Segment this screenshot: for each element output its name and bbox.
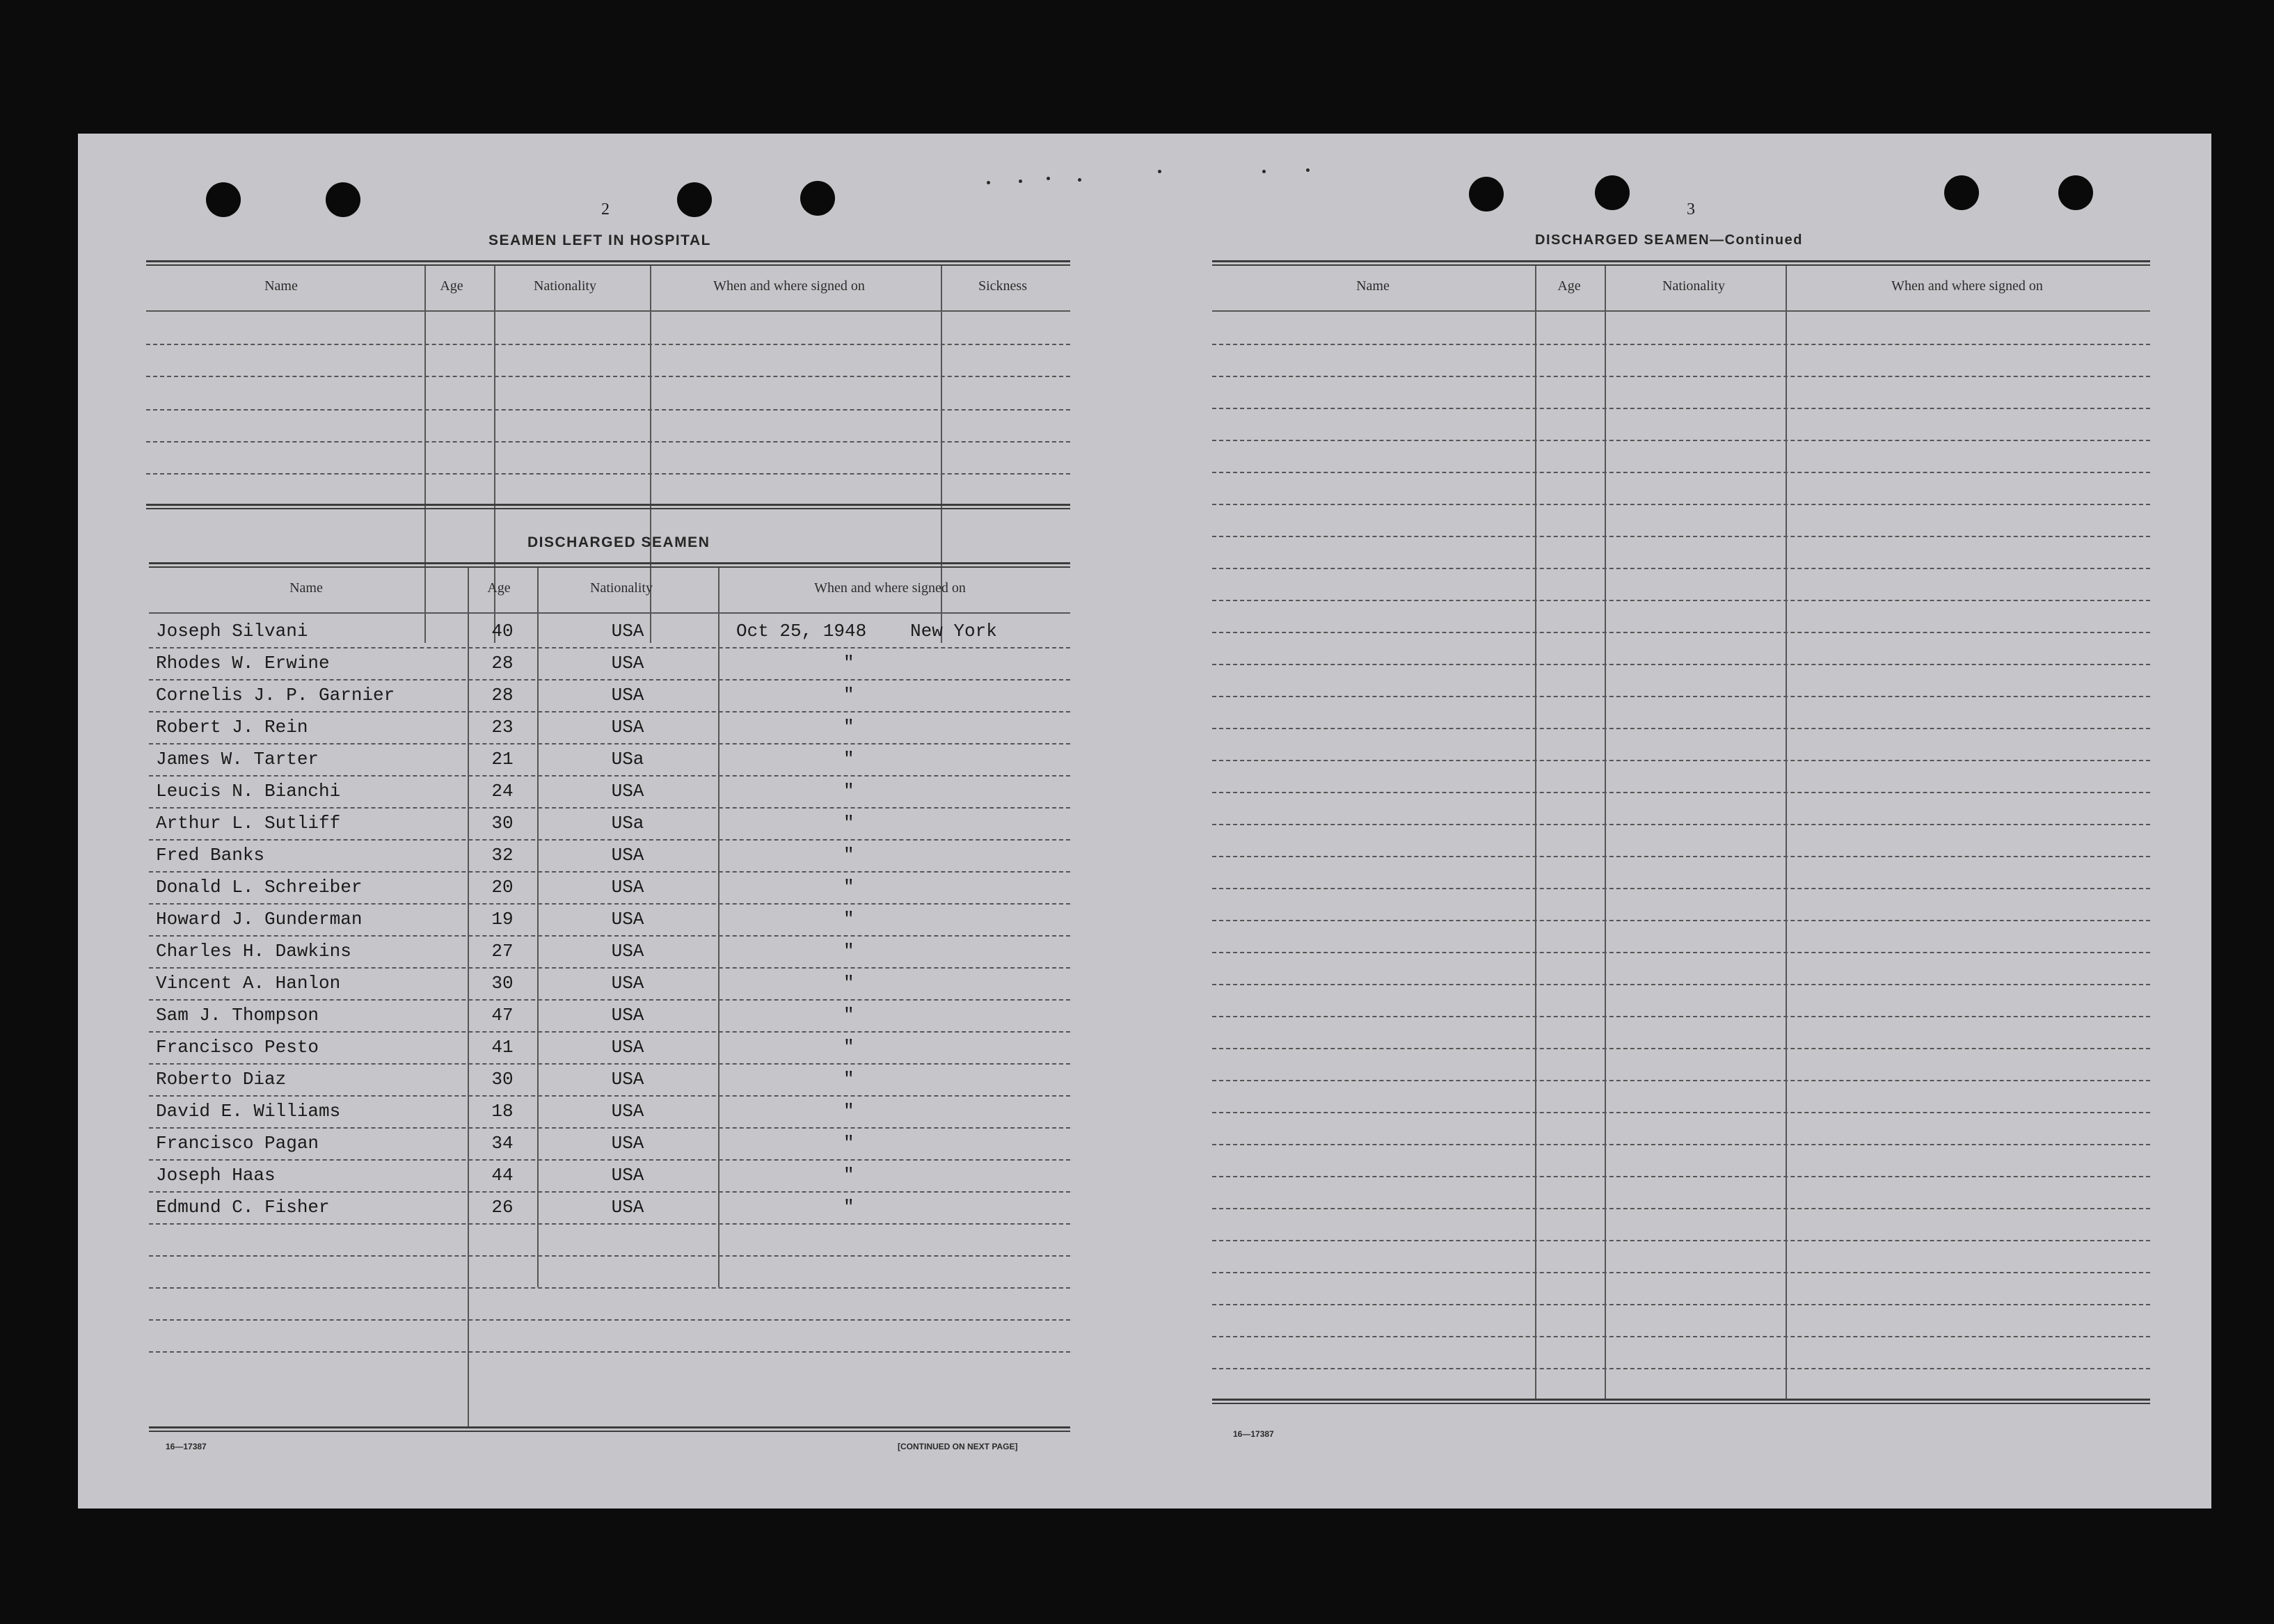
- right-top-rule: [1212, 260, 2150, 266]
- right-row-line: [1212, 600, 2150, 601]
- right-row-line: [1212, 664, 2150, 665]
- seaman-nationality: USA: [611, 941, 644, 962]
- hospital-section-title: SEAMEN LEFT IN HOSPITAL: [488, 232, 711, 248]
- table-row-line: [149, 1031, 1070, 1033]
- hospital-bottom-rule: [146, 504, 1070, 509]
- seaman-nationality: USA: [611, 1069, 644, 1090]
- discharged-section-title: DISCHARGED SEAMEN: [527, 534, 710, 550]
- hospital-header-rule: [146, 310, 1070, 312]
- seaman-name: Fred Banks: [156, 845, 265, 866]
- seaman-age: 23: [491, 717, 514, 738]
- table-row-line: [149, 999, 1070, 1001]
- seaman-age: 28: [491, 685, 514, 706]
- punch-hole: [326, 182, 360, 217]
- continued-note: [CONTINUED ON NEXT PAGE]: [898, 1442, 1018, 1451]
- right-row-line: [1212, 504, 2150, 505]
- seaman-name: Roberto Diaz: [156, 1069, 287, 1090]
- table-row-line: [149, 679, 1070, 680]
- right-row-line: [1212, 1016, 2150, 1017]
- right-row-line: [1212, 1080, 2150, 1081]
- right-row-line: [1212, 408, 2150, 409]
- punch-hole: [1944, 175, 1979, 210]
- seaman-signed-on: ": [843, 909, 854, 930]
- seaman-name: Arthur L. Sutliff: [156, 813, 341, 834]
- right-header-rule: [1212, 310, 2150, 312]
- right-row-line: [1212, 952, 2150, 953]
- right-row-line: [1212, 920, 2150, 921]
- seaman-signed-on: ": [843, 813, 854, 834]
- seaman-signed-on: ": [843, 717, 854, 738]
- table-row-line: [149, 1319, 1070, 1321]
- right-col-divider: [1605, 266, 1606, 1400]
- table-row-line: [149, 775, 1070, 777]
- seaman-signed-on: ": [843, 1005, 854, 1026]
- seaman-age: 28: [491, 653, 514, 674]
- right-row-line: [1212, 888, 2150, 889]
- table-row-line: [149, 1191, 1070, 1193]
- punch-hole: [800, 181, 835, 216]
- speck: [1078, 178, 1081, 182]
- hospital-row-line: [146, 376, 1070, 377]
- seaman-age: 20: [491, 877, 514, 898]
- right-row-line: [1212, 1272, 2150, 1273]
- seaman-name: David E. Williams: [156, 1101, 341, 1122]
- right-row-line: [1212, 568, 2150, 569]
- right-row-line: [1212, 632, 2150, 633]
- right-row-line: [1212, 1176, 2150, 1177]
- seaman-name: Francisco Pesto: [156, 1037, 319, 1058]
- seaman-nationality: USA: [611, 1005, 644, 1026]
- seaman-age: 30: [491, 973, 514, 994]
- punch-hole: [1469, 177, 1504, 212]
- seaman-name: Howard J. Gunderman: [156, 909, 363, 930]
- seaman-name: Joseph Silvani: [156, 621, 308, 642]
- table-row-line: [149, 647, 1070, 648]
- seaman-nationality: USA: [611, 717, 644, 738]
- right-row-line: [1212, 1112, 2150, 1113]
- seaman-nationality: USA: [611, 1165, 644, 1186]
- form-number-left: 16—17387: [166, 1442, 207, 1451]
- table-row-line: [149, 839, 1070, 841]
- seaman-age: 40: [491, 621, 514, 642]
- right-header-signed-on: When and where signed on: [1891, 278, 2043, 294]
- seaman-nationality: USA: [611, 1037, 644, 1058]
- seaman-nationality: USA: [611, 877, 644, 898]
- right-row-line: [1212, 728, 2150, 729]
- hospital-header-age: Age: [440, 278, 463, 294]
- seaman-age: 44: [491, 1165, 514, 1186]
- speck: [1262, 170, 1266, 173]
- right-col-divider: [1786, 266, 1787, 1400]
- seaman-nationality: USA: [611, 1197, 644, 1218]
- right-row-line: [1212, 1240, 2150, 1241]
- seaman-signed-on: ": [843, 685, 854, 706]
- seaman-signed-on: ": [843, 1133, 854, 1154]
- discharged-top-rule: [149, 562, 1070, 568]
- hospital-row-line: [146, 473, 1070, 475]
- seaman-age: 21: [491, 749, 514, 770]
- seaman-name: Charles H. Dawkins: [156, 941, 351, 962]
- seaman-name: Cornelis J. P. Garnier: [156, 685, 395, 706]
- seaman-name: Robert J. Rein: [156, 717, 308, 738]
- speck: [987, 181, 990, 184]
- page-number-left: 2: [601, 200, 610, 218]
- seaman-signed-on: ": [843, 1101, 854, 1122]
- speck: [1047, 177, 1050, 180]
- seaman-age: 27: [491, 941, 514, 962]
- hospital-row-line: [146, 409, 1070, 411]
- seaman-age: 34: [491, 1133, 514, 1154]
- seaman-name: Leucis N. Bianchi: [156, 781, 341, 802]
- hospital-header-sickness: Sickness: [978, 278, 1027, 294]
- right-bottom-rule: [1212, 1399, 2150, 1404]
- seaman-name: Vincent A. Hanlon: [156, 973, 341, 994]
- right-row-line: [1212, 1336, 2150, 1337]
- seaman-name: Joseph Haas: [156, 1165, 276, 1186]
- seaman-signed-on: ": [843, 781, 854, 802]
- seaman-nationality: USA: [611, 685, 644, 706]
- page-number-right: 3: [1687, 200, 1695, 218]
- discharged-col-divider: [718, 568, 719, 1287]
- seaman-signed-on: ": [843, 877, 854, 898]
- table-row-line: [149, 1127, 1070, 1129]
- seaman-age: 30: [491, 1069, 514, 1090]
- seaman-age: 19: [491, 909, 514, 930]
- discharged-bottom-rule: [149, 1426, 1070, 1432]
- seaman-signed-on: ": [843, 1069, 854, 1090]
- seaman-signed-on: ": [843, 749, 854, 770]
- seaman-nationality: USA: [611, 1101, 644, 1122]
- seaman-signed-on: ": [843, 1037, 854, 1058]
- table-row-line: [149, 1351, 1070, 1353]
- table-row-line: [149, 1255, 1070, 1257]
- seaman-name: Sam J. Thompson: [156, 1005, 319, 1026]
- seaman-name: Donald L. Schreiber: [156, 877, 363, 898]
- right-row-line: [1212, 824, 2150, 825]
- speck: [1158, 170, 1161, 173]
- table-row-line: [149, 1287, 1070, 1289]
- table-row-line: [149, 1095, 1070, 1097]
- discharged-header-age: Age: [487, 580, 511, 596]
- punch-hole: [2058, 175, 2093, 210]
- right-col-divider: [1535, 266, 1536, 1400]
- hospital-row-line: [146, 344, 1070, 345]
- form-number-right: 16—17387: [1233, 1429, 1274, 1439]
- table-row-line: [149, 1159, 1070, 1161]
- discharged-header-name: Name: [289, 580, 323, 596]
- seaman-age: 18: [491, 1101, 514, 1122]
- hospital-top-rule: [146, 260, 1070, 266]
- seaman-name: Edmund C. Fisher: [156, 1197, 330, 1218]
- right-row-line: [1212, 1048, 2150, 1049]
- right-header-nationality: Nationality: [1662, 278, 1725, 294]
- seaman-age: 26: [491, 1197, 514, 1218]
- punch-hole: [677, 182, 712, 217]
- seaman-name: James W. Tarter: [156, 749, 319, 770]
- seaman-nationality: USA: [611, 973, 644, 994]
- manifest-sheet: [78, 134, 2211, 1508]
- seaman-age: 24: [491, 781, 514, 802]
- continued-section-title: DISCHARGED SEAMEN—Continued: [1535, 232, 1803, 248]
- discharged-header-nationality: Nationality: [590, 580, 653, 596]
- seaman-nationality: USA: [611, 781, 644, 802]
- table-row-line: [149, 935, 1070, 937]
- table-row-line: [149, 1063, 1070, 1065]
- seaman-age: 30: [491, 813, 514, 834]
- table-row-line: [149, 967, 1070, 969]
- seaman-nationality: USa: [611, 813, 644, 834]
- seaman-name: Rhodes W. Erwine: [156, 653, 330, 674]
- table-row-line: [149, 1223, 1070, 1225]
- table-row-line: [149, 903, 1070, 905]
- hospital-row-line: [146, 441, 1070, 443]
- right-header-name: Name: [1356, 278, 1390, 294]
- seaman-nationality: USa: [611, 749, 644, 770]
- seaman-nationality: USA: [611, 653, 644, 674]
- seaman-nationality: USA: [611, 909, 644, 930]
- right-row-line: [1212, 536, 2150, 537]
- right-row-line: [1212, 1304, 2150, 1305]
- right-row-line: [1212, 1368, 2150, 1369]
- right-row-line: [1212, 696, 2150, 697]
- right-row-line: [1212, 1208, 2150, 1209]
- speck: [1019, 180, 1022, 183]
- table-row-line: [149, 871, 1070, 873]
- right-row-line: [1212, 760, 2150, 761]
- hospital-header-name: Name: [264, 278, 298, 294]
- hospital-header-signed-on: When and where signed on: [713, 278, 865, 294]
- right-row-line: [1212, 344, 2150, 345]
- table-row-line: [149, 711, 1070, 713]
- right-row-line: [1212, 376, 2150, 377]
- punch-hole: [1595, 175, 1630, 210]
- right-row-line: [1212, 472, 2150, 473]
- seaman-signed-on: ": [843, 845, 854, 866]
- seaman-signed-on: ": [843, 1197, 854, 1218]
- seaman-signed-on: ": [843, 973, 854, 994]
- seaman-nationality: USA: [611, 845, 644, 866]
- speck: [1306, 168, 1310, 172]
- discharged-col-divider: [468, 1287, 469, 1426]
- seaman-age: 47: [491, 1005, 514, 1026]
- seaman-name: Francisco Pagan: [156, 1133, 319, 1154]
- seaman-nationality: USA: [611, 621, 644, 642]
- hospital-header-nationality: Nationality: [534, 278, 596, 294]
- right-header-age: Age: [1557, 278, 1581, 294]
- table-row-line: [149, 807, 1070, 809]
- right-row-line: [1212, 856, 2150, 857]
- discharged-header-rule: [149, 612, 1070, 614]
- seaman-signed-on: ": [843, 653, 854, 674]
- seaman-age: 32: [491, 845, 514, 866]
- right-row-line: [1212, 984, 2150, 985]
- right-row-line: [1212, 792, 2150, 793]
- right-row-line: [1212, 440, 2150, 441]
- seaman-signed-on: ": [843, 941, 854, 962]
- punch-hole: [206, 182, 241, 217]
- seaman-age: 41: [491, 1037, 514, 1058]
- seaman-signed-on: Oct 25, 1948: [736, 621, 867, 642]
- discharged-header-signed-on: When and where signed on: [814, 580, 966, 596]
- seaman-signed-on-place: New York: [910, 621, 997, 642]
- right-row-line: [1212, 1144, 2150, 1145]
- seaman-signed-on: ": [843, 1165, 854, 1186]
- table-row-line: [149, 743, 1070, 745]
- seaman-nationality: USA: [611, 1133, 644, 1154]
